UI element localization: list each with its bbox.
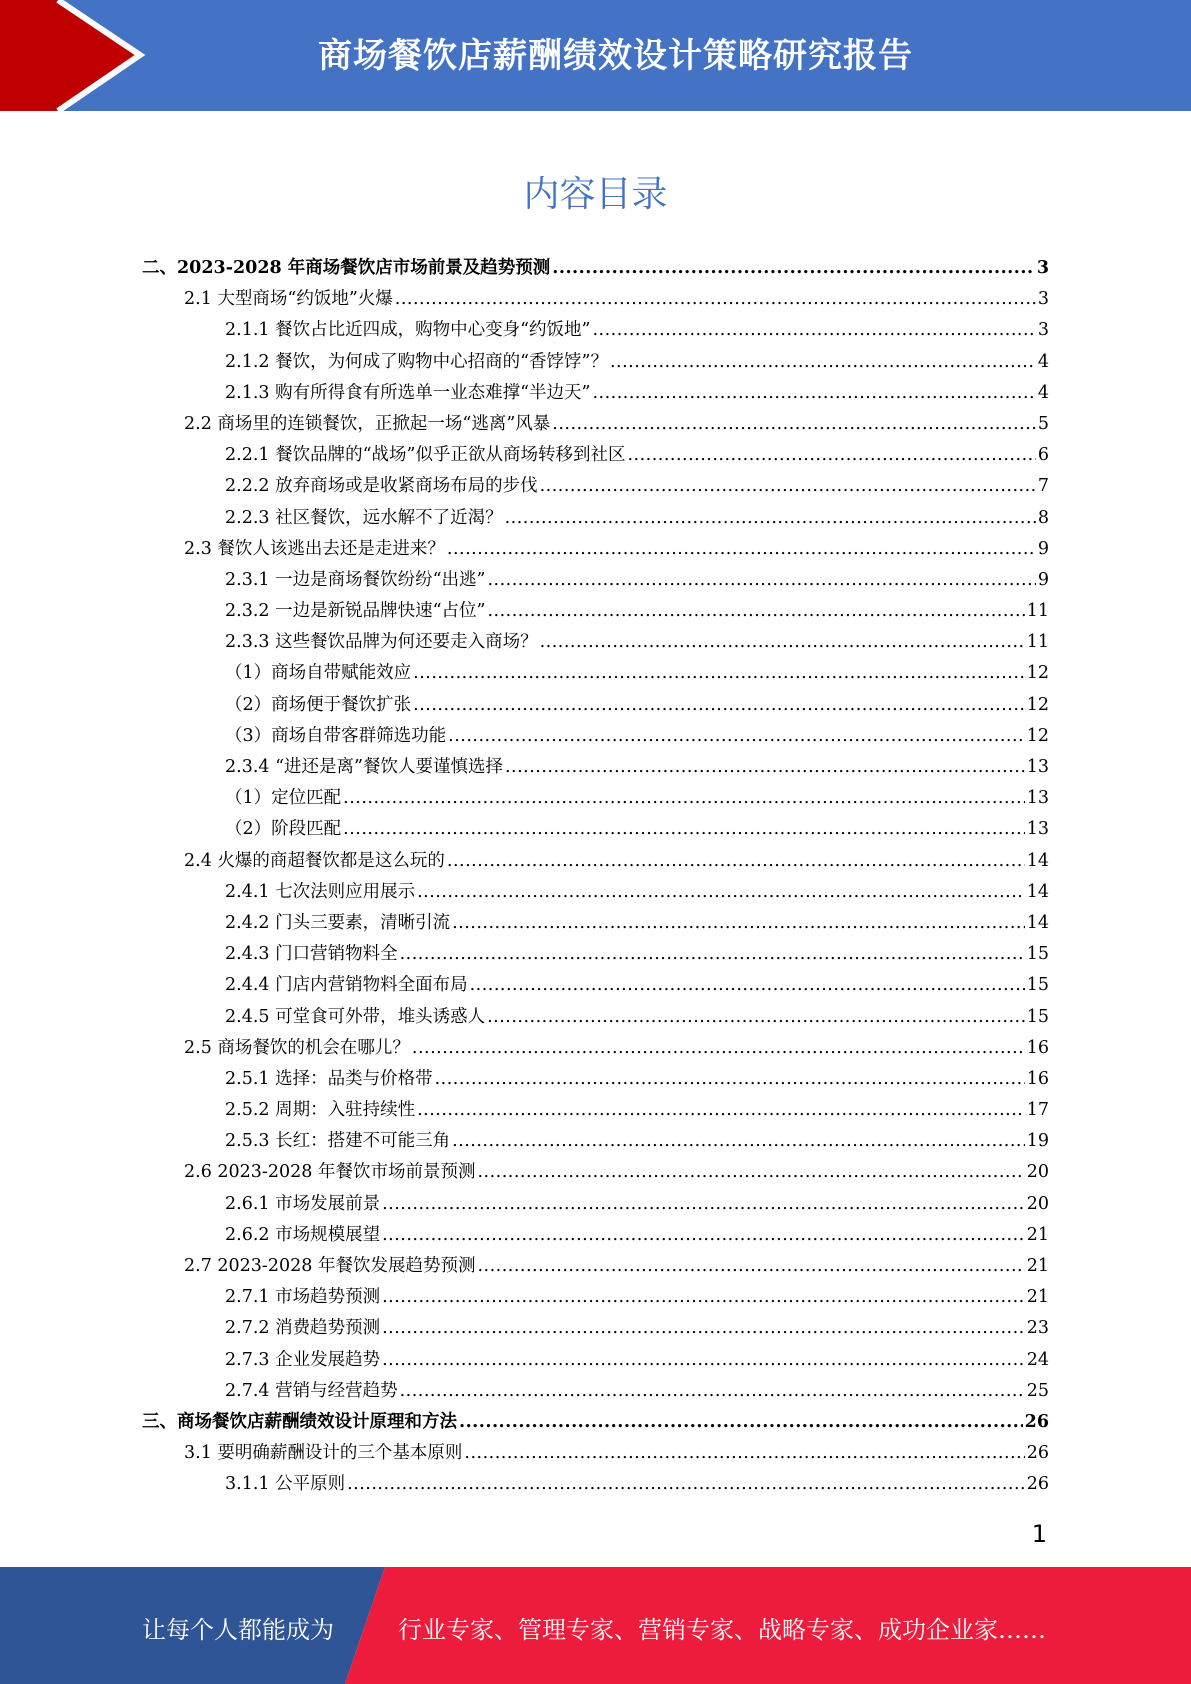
toc-entry-page: 19 xyxy=(1026,1131,1049,1152)
toc-leader-dots xyxy=(343,783,1025,814)
toc-leader-dots xyxy=(452,1126,1025,1157)
toc-entry-page: 16 xyxy=(1026,1068,1049,1089)
toc-entry-page: 11 xyxy=(1026,632,1049,653)
toc-entry[interactable] xyxy=(0,721,1049,752)
toc-entry-title: 三、商场餐饮店薪酬绩效设计原理和方法 xyxy=(142,1411,457,1432)
toc-entry-page: 24 xyxy=(1026,1349,1049,1370)
toc-entry-page: 3 xyxy=(1036,258,1049,278)
toc-leader-dots xyxy=(540,627,1025,658)
toc-leader-dots xyxy=(435,1064,1025,1095)
toc-entry-title: 2.3.1 一边是商场餐饮纷纷“出逃” xyxy=(225,569,486,590)
toc-entry-title: （1）定位匹配 xyxy=(225,788,342,809)
page-number: 1 xyxy=(1031,1520,1047,1548)
toc-entry-title: 2.6.2 市场规模展望 xyxy=(225,1224,381,1245)
toc-entry-title: （2）商场便于餐饮扩张 xyxy=(225,694,412,715)
page-header-banner xyxy=(0,0,1191,111)
toc-leader-dots xyxy=(400,1376,1025,1407)
toc-entry-page: 15 xyxy=(1026,975,1049,996)
toc-entry-title: 2.4.2 门头三要素，清晰引流 xyxy=(225,912,451,933)
toc-entry-title: 2.2.3 社区餐饮，远水解不了近渴？ xyxy=(225,507,503,528)
toc-leader-dots xyxy=(505,503,1036,534)
toc-leader-dots xyxy=(448,721,1025,752)
toc-entry-title: 2.5.3 长红：搭建不可能三角 xyxy=(225,1131,451,1152)
toc-entry-page: 12 xyxy=(1026,725,1049,746)
toc-entry-title: 2.7.3 企业发展趋势 xyxy=(225,1349,381,1370)
toc-entry[interactable] xyxy=(0,1002,1049,1033)
toc-leader-dots xyxy=(592,378,1035,409)
toc-leader-dots xyxy=(610,347,1036,378)
toc-entry[interactable] xyxy=(0,1313,1049,1344)
toc-entry-page: 20 xyxy=(1026,1193,1049,1214)
toc-leader-dots xyxy=(395,284,1036,315)
toc-entry-title: 2.3 餐饮人该逃出去还是走进来？ xyxy=(184,538,445,559)
toc-entry-title: 2.4 火爆的商超餐饮都是这么玩的 xyxy=(184,850,445,871)
toc-leader-dots xyxy=(447,846,1025,877)
toc-leader-dots xyxy=(413,658,1025,689)
table-of-contents xyxy=(0,253,1191,1501)
toc-entry[interactable] xyxy=(0,846,1049,877)
toc-entry-page: 17 xyxy=(1026,1100,1049,1121)
toc-entry-page: 4 xyxy=(1037,351,1049,372)
toc-entry-title: 2.4.1 七次法则应用展示 xyxy=(225,881,416,902)
footer-slogan-left: 让每个人都能成为 xyxy=(142,1616,334,1644)
toc-entry-title: 2.1.2 餐饮，为何成了购物中心招商的“香饽饽”？ xyxy=(225,351,608,372)
toc-entry-page: 21 xyxy=(1026,1224,1049,1245)
toc-entry[interactable] xyxy=(0,378,1049,409)
toc-leader-dots xyxy=(487,565,1035,596)
toc-entry[interactable] xyxy=(0,658,1049,689)
toc-entry[interactable] xyxy=(0,690,1049,721)
toc-entry-page: 26 xyxy=(1026,1474,1049,1495)
toc-leader-dots xyxy=(470,970,1025,1001)
toc-entry[interactable] xyxy=(0,814,1049,845)
toc-entry-title: 2.1.1 餐饮占比近四成，购物中心变身“约饭地” xyxy=(225,320,591,341)
toc-entry[interactable] xyxy=(0,534,1049,565)
toc-entry[interactable] xyxy=(0,939,1049,970)
toc-entry[interactable] xyxy=(0,1189,1049,1220)
toc-entry-page: 23 xyxy=(1026,1318,1049,1339)
toc-leader-dots xyxy=(540,471,1036,502)
toc-entry-title: 二、2023-2028 年商场餐饮店市场前景及趋势预测 xyxy=(142,258,551,278)
toc-entry-page: 15 xyxy=(1026,944,1049,965)
toc-entry-title: 2.7.2 消费趋势预测 xyxy=(225,1318,381,1339)
toc-entry[interactable] xyxy=(0,1033,1049,1064)
toc-entry-title: （1）商场自带赋能效应 xyxy=(225,663,412,684)
toc-entry[interactable] xyxy=(0,315,1049,346)
toc-entry-page: 26 xyxy=(1024,1411,1049,1432)
toc-leader-dots xyxy=(505,752,1025,783)
toc-entry[interactable] xyxy=(0,1095,1049,1126)
toc-leader-dots xyxy=(347,1469,1025,1500)
toc-entry-title: 2.1.3 购有所得食有所选单一业态难撑“半边天” xyxy=(225,382,591,403)
toc-entry-title: 2.5 商场餐饮的机会在哪儿？ xyxy=(184,1037,410,1058)
toc-entry-title: 2.3.3 这些餐饮品牌为何还要走入商场？ xyxy=(225,632,538,653)
toc-entry[interactable] xyxy=(0,1220,1049,1251)
toc-entry-page: 3 xyxy=(1037,289,1049,310)
toc-entry-page: 14 xyxy=(1026,850,1049,871)
toc-leader-dots xyxy=(592,315,1035,346)
toc-entry-title: 2.1 大型商场“约饭地”火爆 xyxy=(184,289,393,310)
toc-entry-page: 9 xyxy=(1037,538,1049,559)
toc-entry[interactable] xyxy=(0,1157,1049,1188)
toc-entry-page: 6 xyxy=(1037,445,1049,466)
toc-entry-title: （3）商场自带客群筛选功能 xyxy=(225,725,447,746)
toc-leader-dots xyxy=(464,1438,1024,1469)
toc-entry[interactable] xyxy=(0,409,1049,440)
toc-leader-dots xyxy=(477,1157,1024,1188)
toc-leader-dots xyxy=(417,1095,1025,1126)
toc-entry-page: 20 xyxy=(1026,1162,1049,1183)
toc-entry-title: 2.2.1 餐饮品牌的“战场”似乎正欲从商场转移到社区 xyxy=(225,445,626,466)
toc-entry-title: 2.4.5 可堂食可外带，堆头诱惑人 xyxy=(225,1006,486,1027)
toc-leader-dots xyxy=(487,1002,1025,1033)
toc-entry-page: 21 xyxy=(1026,1287,1049,1308)
toc-entry-page: 7 xyxy=(1037,476,1049,497)
toc-entry[interactable] xyxy=(0,627,1049,658)
toc-leader-dots xyxy=(477,1251,1024,1282)
toc-entry-title: 3.1.1 公平原则 xyxy=(225,1474,346,1495)
toc-leader-dots xyxy=(552,409,1036,440)
toc-leader-dots xyxy=(382,1345,1025,1376)
toc-leader-dots xyxy=(452,908,1025,939)
toc-entry[interactable] xyxy=(0,783,1049,814)
toc-entry[interactable] xyxy=(0,284,1049,315)
toc-entry-title: 2.5.1 选择：品类与价格带 xyxy=(225,1068,433,1089)
toc-leader-dots xyxy=(459,1407,1023,1438)
toc-entry-page: 25 xyxy=(1026,1380,1049,1401)
toc-entry[interactable] xyxy=(0,1407,1049,1438)
toc-entry[interactable] xyxy=(0,471,1049,502)
toc-entry-title: 2.7.4 营销与经营趋势 xyxy=(225,1380,398,1401)
toc-leader-dots xyxy=(447,534,1036,565)
toc-entry-page: 14 xyxy=(1026,881,1049,902)
toc-entry-title: （2）阶段匹配 xyxy=(225,819,342,840)
toc-entry[interactable] xyxy=(0,253,1049,284)
toc-entry-page: 9 xyxy=(1037,569,1049,590)
toc-leader-dots xyxy=(382,1220,1025,1251)
toc-leader-dots xyxy=(382,1282,1025,1313)
toc-leader-dots xyxy=(552,253,1035,284)
toc-entry-page: 13 xyxy=(1026,819,1049,840)
toc-entry-title: 3.1 要明确薪酬设计的三个基本原则 xyxy=(184,1443,463,1464)
toc-entry[interactable] xyxy=(0,1282,1049,1313)
toc-entry-page: 26 xyxy=(1026,1443,1049,1464)
toc-entry[interactable] xyxy=(0,347,1049,378)
toc-entry[interactable] xyxy=(0,440,1049,471)
toc-entry-page: 8 xyxy=(1037,507,1049,528)
toc-entry-title: 2.6.1 市场发展前景 xyxy=(225,1193,381,1214)
page-footer-banner xyxy=(0,1567,1191,1684)
toc-entry[interactable] xyxy=(0,596,1049,627)
toc-leader-dots xyxy=(343,814,1025,845)
toc-entry[interactable] xyxy=(0,503,1049,534)
toc-entry-page: 3 xyxy=(1037,320,1049,341)
toc-leader-dots xyxy=(627,440,1035,471)
toc-entry-page: 13 xyxy=(1026,788,1049,809)
toc-entry-title: 2.4.3 门口营销物料全 xyxy=(225,944,398,965)
footer-slogan-right: 行业专家、管理专家、营销专家、战略专家、成功企业家…… xyxy=(398,1616,1046,1644)
toc-leader-dots xyxy=(487,596,1024,627)
toc-leader-dots xyxy=(400,939,1025,970)
toc-leader-dots xyxy=(417,877,1025,908)
toc-entry[interactable] xyxy=(0,970,1049,1001)
toc-entry-title: 2.5.2 周期：入驻持续性 xyxy=(225,1100,416,1121)
toc-entry[interactable] xyxy=(0,565,1049,596)
toc-entry[interactable] xyxy=(0,1345,1049,1376)
toc-entry-title: 2.3.2 一边是新锐品牌快速“占位” xyxy=(225,601,486,622)
toc-entry-page: 12 xyxy=(1026,694,1049,715)
toc-entry-page: 11 xyxy=(1026,601,1049,622)
toc-entry-page: 12 xyxy=(1026,663,1049,684)
toc-entry-page: 13 xyxy=(1026,757,1049,777)
toc-entry-page: 5 xyxy=(1037,413,1049,434)
toc-entry[interactable] xyxy=(0,877,1049,908)
toc-leader-dots xyxy=(382,1189,1025,1220)
toc-entry-page: 15 xyxy=(1026,1006,1049,1027)
toc-entry[interactable] xyxy=(0,1376,1049,1407)
toc-leader-dots xyxy=(412,1033,1025,1064)
toc-entry[interactable] xyxy=(0,1064,1049,1095)
toc-entry-title: 2.3.4 “进还是离”餐饮人要谨慎选择 xyxy=(225,757,503,777)
toc-heading: 内容目录 xyxy=(523,174,668,215)
toc-entry-page: 4 xyxy=(1037,382,1049,403)
toc-entry-page: 14 xyxy=(1026,912,1049,933)
toc-entry-title: 2.2 商场里的连锁餐饮，正掀起一场“逃离”风暴 xyxy=(184,413,551,434)
toc-entry[interactable] xyxy=(0,908,1049,939)
toc-entry[interactable] xyxy=(0,1469,1049,1500)
toc-leader-dots xyxy=(413,690,1025,721)
document-title: 商场餐饮店薪酬绩效设计策略研究报告 xyxy=(318,36,913,76)
toc-entry[interactable] xyxy=(0,1126,1049,1157)
toc-entry-title: 2.4.4 门店内营销物料全面布局 xyxy=(225,975,468,996)
toc-leader-dots xyxy=(382,1313,1025,1344)
toc-entry[interactable] xyxy=(0,752,1049,783)
toc-entry-page: 21 xyxy=(1026,1256,1049,1276)
toc-entry-title: 2.6 2023-2028 年餐饮市场前景预测 xyxy=(184,1162,476,1183)
toc-entry-title: 2.7.1 市场趋势预测 xyxy=(225,1287,381,1308)
toc-entry-title: 2.7 2023-2028 年餐饮发展趋势预测 xyxy=(184,1256,476,1276)
toc-entry[interactable] xyxy=(0,1251,1049,1282)
toc-entry-page: 16 xyxy=(1026,1037,1049,1058)
toc-entry[interactable] xyxy=(0,1438,1049,1469)
toc-entry-title: 2.2.2 放弃商场或是收紧商场布局的步伐 xyxy=(225,476,538,497)
